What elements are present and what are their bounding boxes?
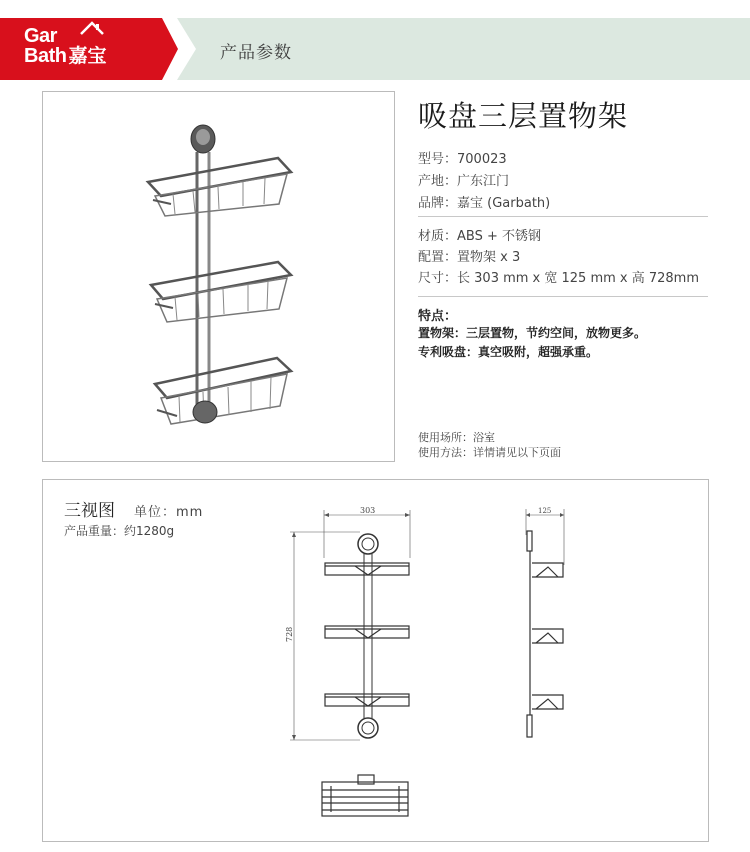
side-view-drawing bbox=[518, 505, 578, 750]
feature-item: 专利吸盘：真空吸附，超强承重。 bbox=[418, 345, 599, 359]
product-photo bbox=[42, 91, 395, 462]
feature-item: 置物架：三层置物，节约空间，放物更多。 bbox=[418, 326, 647, 340]
logo-text-cn: 嘉宝 bbox=[68, 46, 107, 67]
units-label: 单位：mm bbox=[134, 505, 204, 520]
spec-config: 配置：置物架 x 3 bbox=[418, 250, 521, 265]
product-weight: 产品重量：约1280g bbox=[64, 524, 175, 538]
section-title: 产品参数 bbox=[220, 43, 292, 63]
shelf-photo-tier-2 bbox=[151, 262, 291, 322]
side-depth-dimension: 125 bbox=[538, 507, 552, 515]
brand-logo bbox=[24, 26, 106, 68]
shelf-photo-tier-3 bbox=[155, 358, 291, 424]
spec-material: 材质：ABS + 不锈钢 bbox=[418, 229, 542, 244]
front-width-dimension: 303 bbox=[360, 506, 376, 515]
usage-method: 使用方法：详情请见以下页面 bbox=[418, 446, 561, 459]
top-view-drawing bbox=[318, 772, 413, 822]
divider bbox=[418, 216, 708, 217]
usage-place: 使用场所：浴室 bbox=[418, 431, 495, 444]
logo-text-bath: Bath bbox=[24, 45, 67, 67]
front-view-drawing bbox=[280, 500, 420, 760]
spec-size: 尺寸：长 303 mm x 宽 125 mm x 高 728mm bbox=[418, 271, 700, 286]
three-views-title: 三视图 bbox=[64, 501, 115, 521]
features-title: 特点： bbox=[418, 309, 458, 324]
divider bbox=[418, 296, 708, 297]
spec-brand: 品牌：嘉宝 (Garbath) bbox=[418, 196, 551, 211]
shelf-photo-illustration bbox=[43, 92, 394, 461]
spec-model: 型号：700023 bbox=[418, 152, 507, 167]
spec-origin: 产地：广东江门 bbox=[418, 174, 510, 189]
front-height-dimension: 728 bbox=[285, 626, 294, 642]
product-title: 吸盘三层置物架 bbox=[418, 99, 629, 133]
page-header bbox=[0, 0, 750, 80]
shelf-photo-tier-1 bbox=[148, 158, 291, 216]
logo-text-gar: Gar bbox=[24, 25, 57, 47]
